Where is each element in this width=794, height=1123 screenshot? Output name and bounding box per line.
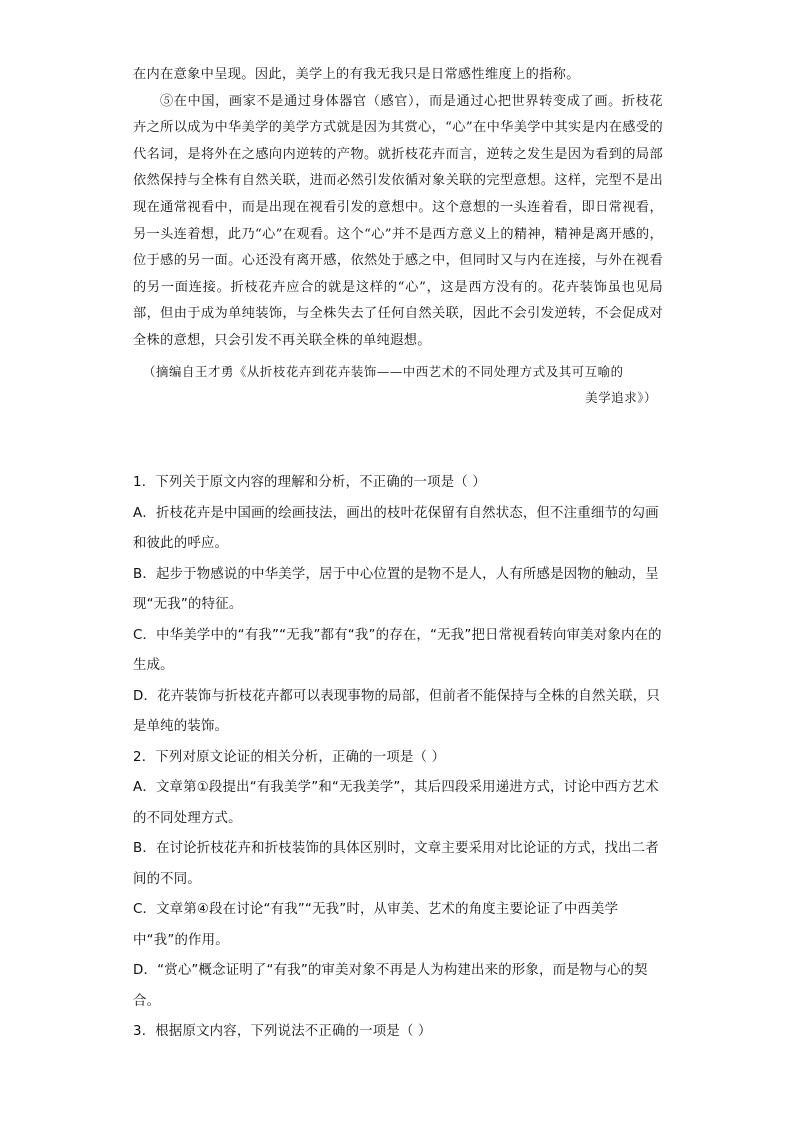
source-line-2: 美学追求》） (585, 389, 657, 405)
question-stem: 3．根据原文内容，下列说法不正确的一项是（ ） (133, 1024, 432, 1039)
question-stem: 1．下列关于原文内容的理解和分析，不正确的一项是（ ） (133, 475, 486, 490)
option-d: D．花卉装饰与折枝花卉都可以表现事物的局部，但前者不能保持与全株的自然关联，只是单纯的装饰。 (133, 688, 660, 734)
reading-passage (133, 62, 663, 411)
question-list (133, 468, 665, 1048)
option-b: B．在讨论折枝花卉和折枝装饰的具体区别时，文章主要采用对比论证的方式，找出二者间的不同。 (133, 841, 659, 887)
passage-paragraph-5: ⑤在中国，画家不是通过身体器官（感官），而是通过心把世界转变成了画。折枝花卉之所以成为中华美学的美学方式就是因为其赏心，“心”在中华美学中其实是内在感受的代名词，是将外在之感向内逆转的产物。就折枝花卉而言，逆转之发生是因为看到的局部依然保持与全株有自然关联，进而必然引发依循对象关联的完型意想。这样，完型不是出现在通常视看中，而是出现在视看引发的意想中。这个意想的一头连着看，即日常视看，另一头连着想，此乃“心”在观看。这个“心”并不是西方意义上的精神，精神是离开感的，位于感的另一面。心还没有离开感，依然处于感之中，但同时又与内在连接，与外在视看的另一面连接。折枝花卉应合的就是这样的“心”，这是西方没有的。花卉装饰虽也见局部，但由于成为单纯装饰，与全株失去了任何自然关联，因此不会引发逆转，不会促成对全株的意想，只会引发不再关联全株的单纯遐想。 (133, 93, 663, 348)
passage-source (133, 359, 663, 411)
question-1 (133, 468, 665, 743)
option-a: A．文章第①段提出“有我美学”和“无我美学”，其后四段采用递进方式，讨论中西方艺术的不同处理方式。 (133, 780, 659, 826)
option-a: A．折枝花卉是中国画的绘画技法，画出的枝叶花保留有自然状态，但不注重细节的勾画和彼此的呼应。 (133, 505, 659, 551)
option-d: D．“赏心”概念证明了“有我”的审美对象不再是人为构建出来的形象，而是物与心的契合。 (133, 963, 648, 1009)
option-c: C．文章第④段在讨论“有我”“无我”时，从审美、艺术的角度主要论证了中西美学中“我”的作用。 (133, 902, 619, 948)
option-c: C．中华美学中的“有我”“无我”都有“我”的存在，“无我”把日常视看转向审美对象内在的生成。 (133, 627, 662, 673)
source-line-1: （摘编自王才勇《从折枝花卉到花卉装饰——中西艺术的不同处理方式及其可互喻的 (143, 363, 624, 379)
question-stem: 2．下列对原文论证的相关分析，正确的一项是（ ） (133, 749, 446, 765)
option-b: B．起步于物感说的中华美学，居于中心位置的是物不是人，人有所感是因物的触动，呈现“无我”的特征。 (133, 566, 659, 612)
passage-paragraph-continued: 在内在意象中呈现。因此，美学上的有我无我只是日常感性维度上的指称。 (133, 67, 580, 82)
question-3 (133, 1017, 665, 1048)
question-2 (133, 743, 665, 1018)
